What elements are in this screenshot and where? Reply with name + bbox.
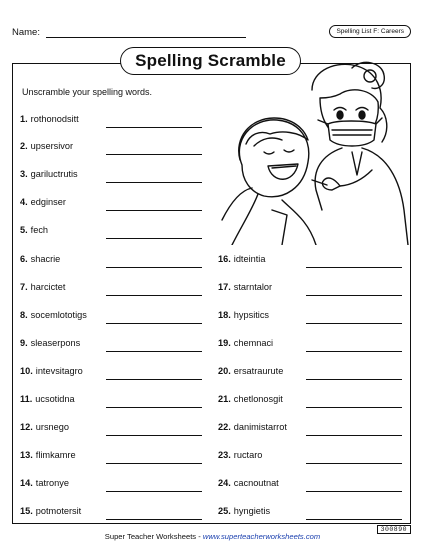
answer-line[interactable] (306, 322, 402, 324)
list-item: 15. potmotersit (20, 506, 81, 516)
answer-line[interactable] (106, 490, 202, 492)
footer-site-name: Super Teacher Worksheets (104, 532, 197, 541)
answer-line[interactable] (106, 266, 202, 268)
answer-line[interactable] (106, 350, 202, 352)
list-item: 19. chemnaci (218, 338, 273, 348)
list-item: 6. shacrie (20, 254, 60, 264)
list-item: 23. ructaro (218, 450, 262, 460)
instructions: Unscramble your spelling words. (22, 87, 153, 97)
worksheet-code: 300890 (377, 525, 411, 534)
answer-line[interactable] (306, 350, 402, 352)
list-item: 11. ucsotidna (20, 394, 75, 404)
list-item: 12. ursnego (20, 422, 69, 432)
answer-line[interactable] (306, 462, 402, 464)
footer-url-link[interactable]: www.superteacherworksheets.com (202, 532, 321, 541)
answer-line[interactable] (106, 406, 202, 408)
list-item: 22. danimistarrot (218, 422, 287, 432)
answer-line[interactable] (306, 490, 402, 492)
list-item: 10. intevsitagro (20, 366, 83, 376)
list-item: 5. fech (20, 225, 48, 235)
answer-line[interactable] (106, 378, 202, 380)
list-item: 3. gariluctrutis (20, 169, 78, 179)
list-item: 8. socemlototigs (20, 310, 87, 320)
answer-line[interactable] (106, 434, 202, 436)
name-field[interactable] (46, 27, 246, 38)
answer-line[interactable] (106, 462, 202, 464)
dentist-patient-illustration (212, 60, 412, 245)
list-item: 24. cacnoutnat (218, 478, 279, 488)
answer-line[interactable] (306, 434, 402, 436)
answer-line[interactable] (306, 518, 402, 520)
list-item: 25. hyngietis (218, 506, 270, 516)
answer-line[interactable] (106, 181, 202, 183)
list-item: 20. ersatraurute (218, 366, 283, 376)
list-item: 16. idteintia (218, 254, 265, 264)
answer-line[interactable] (106, 153, 202, 155)
answer-line[interactable] (106, 322, 202, 324)
footer-separator: - (196, 532, 203, 541)
answer-line[interactable] (306, 266, 402, 268)
list-item: 2. upsersivor (20, 141, 73, 151)
list-item: 1. rothonodsitt (20, 114, 79, 124)
list-item: 17. starntalor (218, 282, 272, 292)
list-item: 21. chetlonosgit (218, 394, 283, 404)
footer (0, 532, 425, 541)
page-title: Spelling Scramble (120, 47, 301, 75)
answer-line[interactable] (306, 406, 402, 408)
answer-line[interactable] (306, 378, 402, 380)
answer-line[interactable] (306, 294, 402, 296)
spelling-list-badge: Spelling List F: Careers (329, 25, 411, 38)
list-item: 7. harcictet (20, 282, 65, 292)
answer-line[interactable] (106, 294, 202, 296)
answer-line[interactable] (106, 518, 202, 520)
list-item: 13. flimkamre (20, 450, 76, 460)
name-label: Name: (12, 27, 40, 38)
answer-line[interactable] (106, 126, 202, 128)
list-item: 4. edginser (20, 197, 66, 207)
list-item: 9. sleaserpons (20, 338, 80, 348)
answer-line[interactable] (106, 209, 202, 211)
list-item: 14. tatronye (20, 478, 69, 488)
answer-line[interactable] (106, 237, 202, 239)
name-row (12, 27, 246, 38)
list-item: 18. hypsitics (218, 310, 269, 320)
